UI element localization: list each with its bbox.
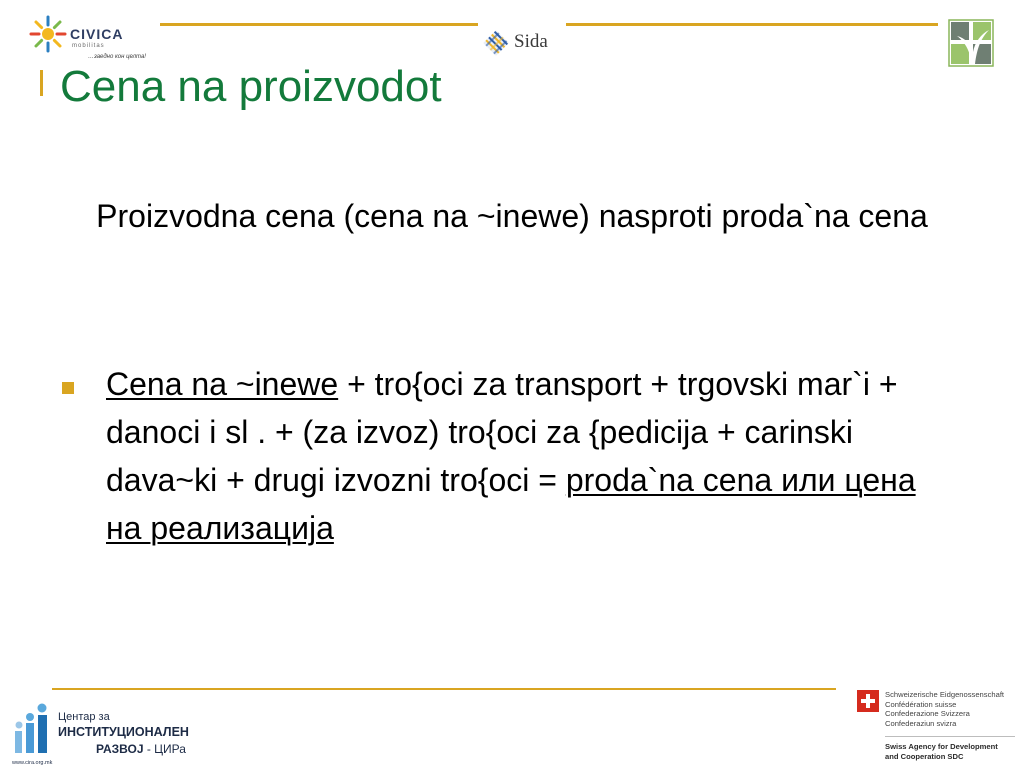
cira-url: www.cira.org.mk [12,760,53,766]
cira-line3-rest: - ЦИРа [143,742,186,756]
sdc-separator [885,736,1015,737]
title-accent-bar [40,70,43,96]
slide-subtitle: Proizvodna cena (cena na ~inewe) nasproti proda`na cena [96,198,928,234]
sdc-agency-line1: Swiss Agency for Development [885,742,998,751]
sdc-languages [885,690,1004,728]
sida-name: Sida [514,31,548,52]
sdc-agency [885,742,998,761]
sdc-lang-fr: Confédération suisse [885,699,957,709]
civica-logo [28,14,163,66]
sdc-lang-de: Schweizerische Eidgenossenschaft [885,690,1005,699]
cira-line1: Центар за [58,711,110,723]
footer-rule [52,688,836,690]
sdc-agency-line2: and Cooperation SDC [885,751,964,761]
cira-people-icon [12,703,54,755]
bullet-term-underlined: Cena na ~inewe [106,366,339,402]
civica-tagline: …заедно кон целта! [88,54,146,60]
header-rule-left [160,23,478,26]
sdc-leaf-logo [947,18,995,70]
bullet-result-underlined: proda`na cena или цена на реализација [106,462,916,546]
sdc-lang-rm: Confederaziun svizra [885,718,957,728]
sida-mark-icon [482,30,510,56]
bullet-text [106,360,956,552]
swiss-flag-icon [857,690,879,712]
sdc-lang-it: Confederazione Svizzera [885,709,970,719]
cira-line3-bold: РАЗВОЈ [96,742,144,756]
civica-subname: mobilitas [72,43,105,49]
cira-line2: ИНСТИТУЦИОНАЛЕН [58,725,189,739]
sida-logo [482,28,562,56]
bullet-body: + tro{oci za transport + trgovski mar`i + danoci i sl . + (za izvoz) tro{oci za {pedicija + carinski dava~ki + drugi izvozni tro{oci = [106,366,898,498]
sdc-logo [857,690,1022,768]
civica-name: CIVICA [70,26,124,42]
leaf-icon [947,18,995,70]
bullet-square-icon [62,382,74,394]
cira-logo [10,703,200,767]
slide-title: Cena na proizvodot [60,62,442,111]
cira-line3 [96,742,186,756]
civica-sun-icon [28,14,68,54]
header-rule-right [566,23,938,26]
